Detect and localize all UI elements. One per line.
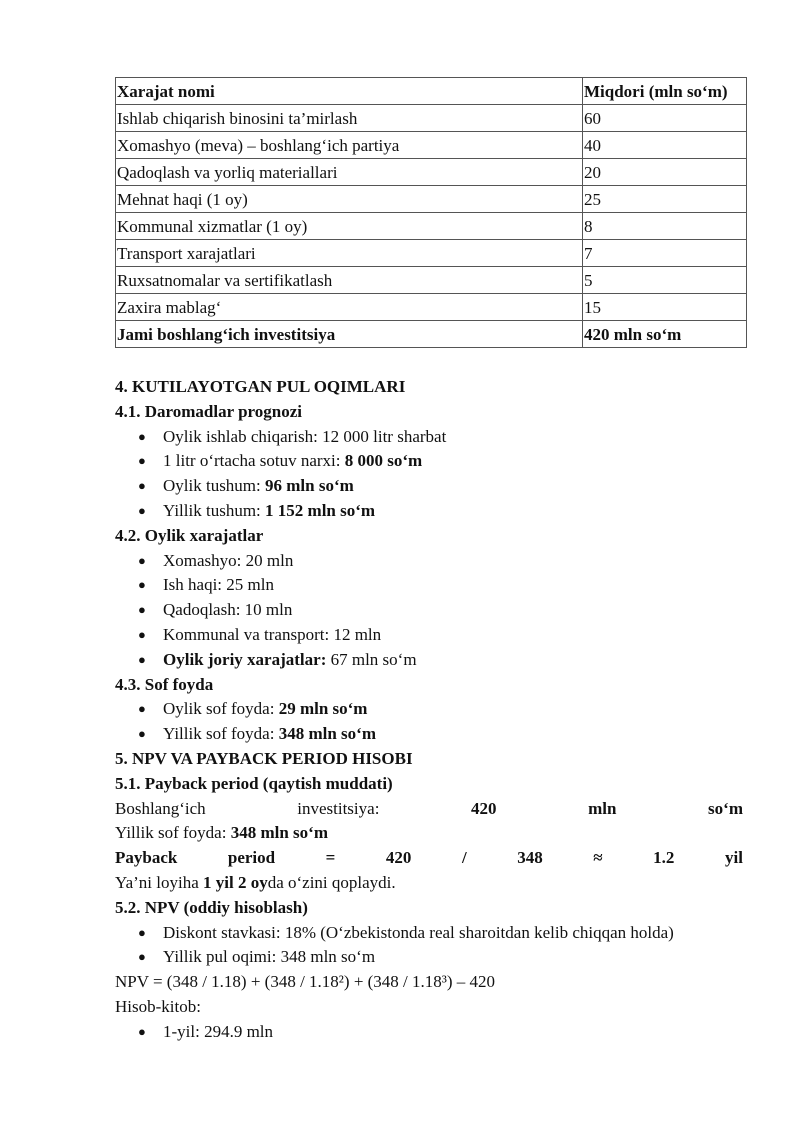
payback-formula-line: Payback period = 420 / 348 ≈ 1.2 yil <box>115 848 743 868</box>
table-row <box>116 132 747 159</box>
list-item: ● 1 litr o‘rtacha sotuv narxi: 8 000 so‘m <box>115 449 743 474</box>
bullet-icon: ● <box>138 478 146 494</box>
bullet-icon: ● <box>138 1023 146 1039</box>
total-amount-cell: 420 mln so‘m <box>583 321 747 348</box>
list-item: ● Yillik tushum: 1 152 mln so‘m <box>115 499 743 524</box>
amount-cell: 7 <box>583 240 747 267</box>
cost-name-cell: Zaxira mablag‘ <box>116 294 583 321</box>
bullet-icon: ● <box>138 701 146 717</box>
cost-name-cell: Xomashyo (meva) – boshlang‘ich partiya <box>116 132 583 159</box>
amount-cell: 60 <box>583 105 747 132</box>
calculation-label: Hisob-kitob: <box>115 996 201 1016</box>
list-item: ● 1-yil: 294.9 mln <box>115 1020 743 1045</box>
header-cost-name: Xarajat nomi <box>116 78 583 105</box>
revenue-forecast-list <box>115 425 743 524</box>
list-item: ● Oylik sof foyda: 29 mln so‘m <box>115 697 743 722</box>
bullet-icon: ● <box>138 453 146 469</box>
bullet-icon: ● <box>138 428 146 444</box>
list-item: ● Oylik ishlab chiqarish: 12 000 litr sharbat <box>115 425 743 450</box>
section-5-2-heading: 5.2. NPV (oddiy hisoblash) <box>115 897 308 917</box>
list-item: ● Qadoqlash: 10 mln <box>115 598 743 623</box>
npv-params-list <box>115 921 743 971</box>
bullet-icon: ● <box>138 602 146 618</box>
section-4-heading: 4. KUTILAYOTGAN PUL OQIMLARI <box>115 377 406 396</box>
cost-name-cell: Transport xarajatlari <box>116 240 583 267</box>
payback-result-line: Ya’ni loyiha 1 yil 2 oyda o‘zini qoplaydi. <box>115 872 396 892</box>
calculation-list <box>115 1020 743 1045</box>
cost-name-cell: Ishlab chiqarish binosini ta’mirlash <box>116 105 583 132</box>
bullet-icon: ● <box>138 552 146 568</box>
annual-profit-line: Yillik sof foyda: 348 mln so‘m <box>115 823 328 843</box>
investment-cost-table <box>115 77 747 348</box>
table-row <box>116 159 747 186</box>
table-row <box>116 240 747 267</box>
table-total-row <box>116 321 747 348</box>
list-item: ● Oylik tushum: 96 mln so‘m <box>115 474 743 499</box>
amount-cell: 5 <box>583 267 747 294</box>
list-item: ● Kommunal va transport: 12 mln <box>115 623 743 648</box>
cost-name-cell: Mehnat haqi (1 oy) <box>116 186 583 213</box>
table-row <box>116 267 747 294</box>
document-page <box>115 77 743 1045</box>
table-row <box>116 213 747 240</box>
list-item: ● Ish haqi: 25 mln <box>115 573 743 598</box>
cost-name-cell: Qadoqlash va yorliq materiallari <box>116 159 583 186</box>
initial-investment-line: Boshlang‘ich investitsiya: 420 mln so‘m <box>115 798 743 818</box>
list-item: ● Diskont stavkasi: 18% (O‘zbekistonda real sharoitdan kelib chiqqan holda) <box>115 921 743 946</box>
npv-formula: NPV = (348 / 1.18) + (348 / 1.18²) + (348 / 1.18³) – 420 <box>115 972 496 992</box>
amount-cell: 25 <box>583 186 747 213</box>
table-row <box>116 186 747 213</box>
table-header-row <box>116 78 747 105</box>
monthly-costs-list <box>115 549 743 673</box>
amount-cell: 40 <box>583 132 747 159</box>
cost-name-cell: Kommunal xizmatlar (1 oy) <box>116 213 583 240</box>
bullet-icon: ● <box>138 949 146 965</box>
total-label-cell: Jami boshlang‘ich investitsiya <box>116 321 583 348</box>
table-row <box>116 105 747 132</box>
bullet-icon: ● <box>138 651 146 667</box>
bullet-icon: ● <box>138 502 146 518</box>
amount-cell: 8 <box>583 213 747 240</box>
section-4-2-heading: 4.2. Oylik xarajatlar <box>115 525 264 545</box>
net-profit-list <box>115 697 743 747</box>
bullet-icon: ● <box>138 577 146 593</box>
section-5-1-heading: 5.1. Payback period (qaytish muddati) <box>115 773 393 793</box>
cost-name-cell: Ruxsatnomalar va sertifikatlash <box>116 267 583 294</box>
amount-cell: 15 <box>583 294 747 321</box>
list-item: ● Xomashyo: 20 mln <box>115 549 743 574</box>
document-body <box>115 375 743 1045</box>
amount-cell: 20 <box>583 159 747 186</box>
table-row <box>116 294 747 321</box>
section-4-1-heading: 4.1. Daromadlar prognozi <box>115 401 303 421</box>
bullet-icon: ● <box>138 726 146 742</box>
header-amount: Miqdori (mln so‘m) <box>583 78 747 105</box>
list-item: ● Yillik pul oqimi: 348 mln so‘m <box>115 945 743 970</box>
bullet-icon: ● <box>138 626 146 642</box>
list-item: ● Oylik joriy xarajatlar: 67 mln so‘m <box>115 648 743 673</box>
section-5-heading: 5. NPV VA PAYBACK PERIOD HISOBI <box>115 748 413 768</box>
section-4-3-heading: 4.3. Sof foyda <box>115 674 214 694</box>
list-item: ● Yillik sof foyda: 348 mln so‘m <box>115 722 743 747</box>
bullet-icon: ● <box>138 924 146 940</box>
